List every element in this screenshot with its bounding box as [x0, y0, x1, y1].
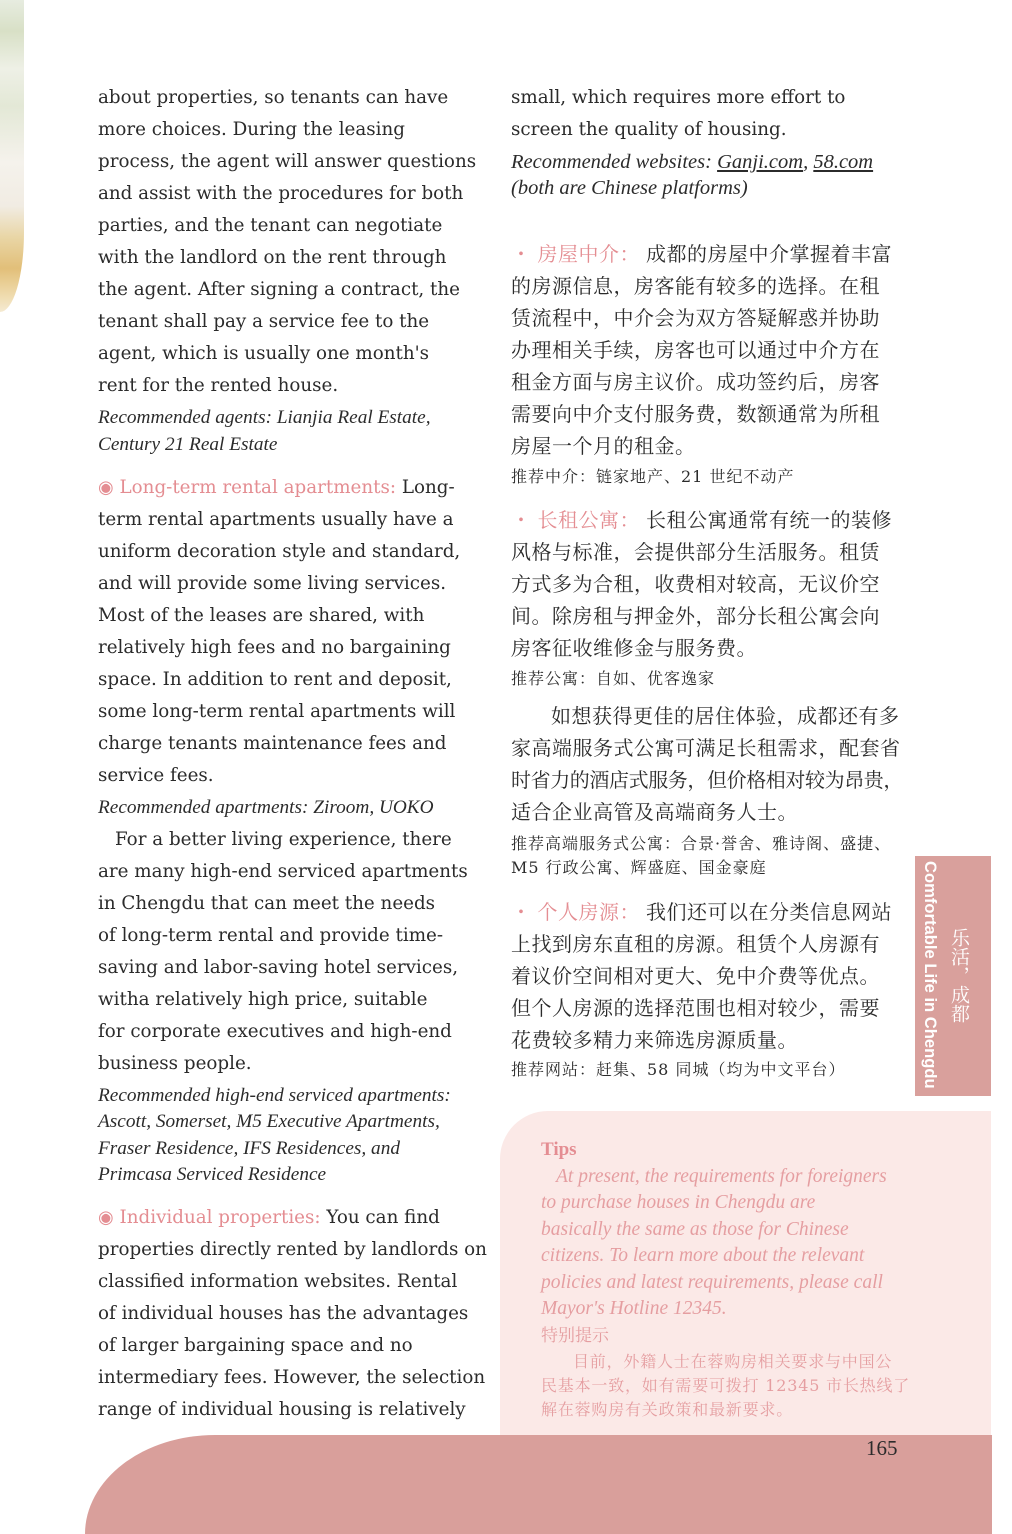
body-text-line: range of individual housing is relatively: [98, 1399, 466, 1420]
long-term-cn-recommendation: [511, 667, 911, 691]
bullet-dot-icon: ・: [511, 900, 532, 924]
tips-text-line: 目前，外籍人士在蓉购房相关要求与中国公: [573, 1352, 893, 1371]
bullet-circle-icon: ◉: [98, 1207, 114, 1228]
body-text-line: 的房源信息，房客能有较多的选择。在租: [511, 274, 880, 298]
page-number: 165: [866, 1436, 898, 1460]
recommendation-line: Recommended apartments: Ziroom, UOKO: [98, 797, 434, 818]
footer-decorative-band: [85, 1435, 992, 1534]
serviced-apartments-paragraph: [98, 824, 498, 1080]
agency-cn-paragraph: [511, 238, 911, 462]
recommendation-line: Fraser Residence, IFS Residences, and: [98, 1137, 400, 1159]
body-text-line: 适合企业高管及高端商务人士。: [511, 800, 798, 824]
serviced-apartments-recommendation: [98, 1083, 498, 1188]
body-text-line: are many high-end serviced apartments: [98, 861, 468, 882]
body-text-line: intermediary fees. However, the selection: [98, 1367, 486, 1388]
tips-chinese-text: [541, 1350, 910, 1422]
body-text-line: 租金方面与房主议价。成功签约后，房客: [511, 370, 880, 394]
body-text-line: of larger bargaining space and no: [98, 1335, 413, 1356]
serviced-cn-recommendation: [511, 832, 911, 880]
section-heading-line: [98, 1202, 498, 1234]
tips-text-line: policies and latest requirements, please call: [541, 1271, 883, 1293]
tips-english-text: [541, 1164, 887, 1322]
tips-text-line: citizens. To learn more about the relevant: [541, 1245, 865, 1267]
chapter-side-tab: [915, 856, 991, 1096]
separator: ,: [803, 151, 814, 173]
body-text-line: of long-term rental and provide time-: [98, 925, 444, 946]
body-text-line: witha relatively high price, suitable: [98, 989, 428, 1010]
agents-recommendation: [98, 405, 498, 458]
tips-text-line: basically the same as those for Chinese: [541, 1218, 849, 1240]
serviced-cn-paragraph: [511, 700, 911, 828]
body-text-line: 风格与标准，会提供部分生活服务。租赁: [511, 540, 880, 564]
tips-text-line: to purchase houses in Chengdu are: [541, 1192, 816, 1214]
bullet-dot-icon: ・: [511, 242, 532, 266]
recommendation-line: Recommended high-end serviced apartments:: [98, 1085, 451, 1106]
body-text-line: 房屋一个月的租金。: [511, 434, 696, 458]
body-text-line: classified information websites. Rental: [98, 1271, 458, 1292]
body-text-line: about properties, so tenants can have: [98, 87, 449, 108]
58-com-link[interactable]: 58.com: [813, 151, 874, 173]
body-text-line: 时省力的酒店式服务，但价格相对较为昂贵，: [511, 768, 903, 792]
agency-cn-recommendation: [511, 465, 911, 489]
body-text-line: 方式多为合租，收费相对较高，无议价空: [511, 572, 880, 596]
recommendation-line: M5 行政公寓、辉盛庭、国金豪庭: [511, 858, 767, 877]
section-heading: Individual properties:: [119, 1207, 321, 1228]
long-term-rental-paragraph: [98, 472, 498, 792]
body-text-line: space. In addition to rent and deposit,: [98, 669, 452, 690]
body-text-line: 房客征收维修金与服务费。: [511, 636, 757, 660]
body-text-line: for corporate executives and high-end: [98, 1021, 452, 1042]
websites-recommendation: [511, 149, 911, 201]
bullet-dot-icon: ・: [511, 508, 532, 532]
tips-text-line: Mayor's Hotline 12345.: [541, 1298, 727, 1320]
body-text-line: with the landlord on the rent through: [98, 247, 447, 268]
body-text-line: process, the agent will answer questions: [98, 151, 477, 172]
body-text-line: of individual houses has the advantages: [98, 1303, 469, 1324]
tips-text-line: 解在蓉购房有关政策和最新要求。: [541, 1400, 794, 1419]
body-text-line: 但个人房源的选择范围也相对较少，需要: [511, 996, 880, 1020]
agent-paragraph: [98, 82, 498, 402]
individual-properties-paragraph: [98, 1202, 498, 1426]
body-text-line: and assist with the procedures for both: [98, 183, 464, 204]
body-text-line: Most of the leases are shared, with: [98, 605, 425, 626]
recommendation-line: [511, 149, 911, 175]
section-heading-line: [511, 896, 911, 928]
tips-chinese-title: 特别提示: [541, 1326, 609, 1346]
body-text-line: 家高端服务式公寓可满足长租需求，配套省: [511, 736, 901, 760]
section-heading: 个人房源：: [537, 900, 640, 924]
recommendation-line: Recommended agents: Lianjia Real Estate,: [98, 407, 431, 428]
body-text-line: parties, and the tenant can negotiate: [98, 215, 443, 236]
body-text-line: relatively high fees and no bargaining: [98, 637, 451, 658]
body-text-line: 赁流程中，中介会为双方答疑解惑并协助: [511, 306, 880, 330]
body-text-line: more choices. During the leasing: [98, 119, 405, 140]
body-text-line: properties directly rented by landlords on: [98, 1239, 487, 1260]
body-text-line: the agent. After signing a contract, the: [98, 279, 460, 300]
body-text-line: 如想获得更佳的居住体验，成都还有多: [551, 704, 900, 728]
chapter-title-english: Comfortable Life in Chengdu: [921, 861, 940, 1089]
individual-cn-recommendation: [511, 1058, 911, 1082]
body-text-line: saving and labor-saving hotel services,: [98, 957, 459, 978]
apartments-recommendation: [98, 795, 498, 821]
body-text-line: service fees.: [98, 765, 214, 786]
body-text-line: business people.: [98, 1053, 252, 1074]
body-text: 我们还可以在分类信息网站: [646, 900, 892, 924]
recommendation-line: 推荐中介：链家地产、21 世纪不动产: [511, 467, 795, 486]
body-text-line: and will provide some living services.: [98, 573, 447, 594]
body-text-line: For a better living experience, there: [115, 829, 452, 850]
body-text-line: small, which requires more effort to: [511, 87, 846, 108]
body-text-line: charge tenants maintenance fees and: [98, 733, 447, 754]
body-text: Long-: [401, 477, 455, 498]
recommendation-line: 推荐公寓：自如、优客逸家: [511, 669, 716, 688]
recommendation-prefix: Recommended websites:: [511, 151, 718, 173]
body-text-line: 着议价空间相对更大、免中介费等优点。: [511, 964, 880, 988]
body-text-line: term rental apartments usually have a: [98, 509, 454, 530]
section-heading: 房屋中介：: [537, 242, 640, 266]
long-term-cn-paragraph: [511, 504, 911, 664]
body-text-line: 花费较多精力来筛选房源质量。: [511, 1028, 798, 1052]
body-text-line: screen the quality of housing.: [511, 119, 787, 140]
recommendation-line: 推荐高端服务式公寓：合景·誉舍、雅诗阁、盛捷、: [511, 834, 892, 853]
tips-text-line: At present, the requirements for foreigners: [556, 1166, 887, 1187]
body-text: You can find: [326, 1207, 440, 1228]
body-text-line: 间。除房租与押金外，部分长租公寓会向: [511, 604, 880, 628]
body-text-line: 上找到房东直租的房源。租赁个人房源有: [511, 932, 880, 956]
tips-text-line: 民基本一致，如有需要可拨打 12345 市长热线了: [541, 1376, 911, 1395]
recommendation-line: Ascott, Somerset, M5 Executive Apartments,: [98, 1111, 440, 1133]
body-text-line: uniform decoration style and standard,: [98, 541, 461, 562]
chapter-title-chinese: 乐活，成都: [948, 928, 970, 1023]
section-heading: 长租公寓：: [537, 508, 640, 532]
body-text-line: in Chengdu that can meet the needs: [98, 893, 436, 914]
recommendation-line: Century 21 Real Estate: [98, 433, 278, 455]
section-heading-line: [98, 472, 498, 504]
body-text-line: rent for the rented house.: [98, 375, 339, 396]
body-text-line: 需要向中介支付服务费，数额通常为所租: [511, 402, 880, 426]
recommendation-line: Primcasa Serviced Residence: [98, 1163, 327, 1185]
body-text-line: some long-term rental apartments will: [98, 701, 456, 722]
recommendation-line: 推荐网站：赶集、58 同城（均为中文平台）: [511, 1060, 846, 1079]
ganji-link[interactable]: Ganji.com: [717, 151, 804, 173]
body-text-line: 办理相关手续，房客也可以通过中介方在: [511, 338, 880, 362]
body-text: 成都的房屋中介掌握着丰富: [646, 242, 892, 266]
individual-cn-paragraph: [511, 896, 911, 1056]
section-heading-line: [511, 504, 911, 536]
continuation-paragraph: [511, 82, 911, 146]
bullet-circle-icon: ◉: [98, 477, 114, 498]
body-text: 长租公寓通常有统一的装修: [646, 508, 892, 532]
section-heading-line: [511, 238, 911, 270]
tips-title: Tips: [541, 1139, 577, 1160]
body-text-line: agent, which is usually one month's: [98, 343, 430, 364]
recommendation-line: (both are Chinese platforms): [511, 177, 748, 199]
decorative-photo-fragment: [0, 0, 24, 312]
section-heading: Long-term rental apartments:: [119, 477, 397, 498]
body-text-line: tenant shall pay a service fee to the: [98, 311, 430, 332]
tips-box: [500, 1111, 991, 1435]
